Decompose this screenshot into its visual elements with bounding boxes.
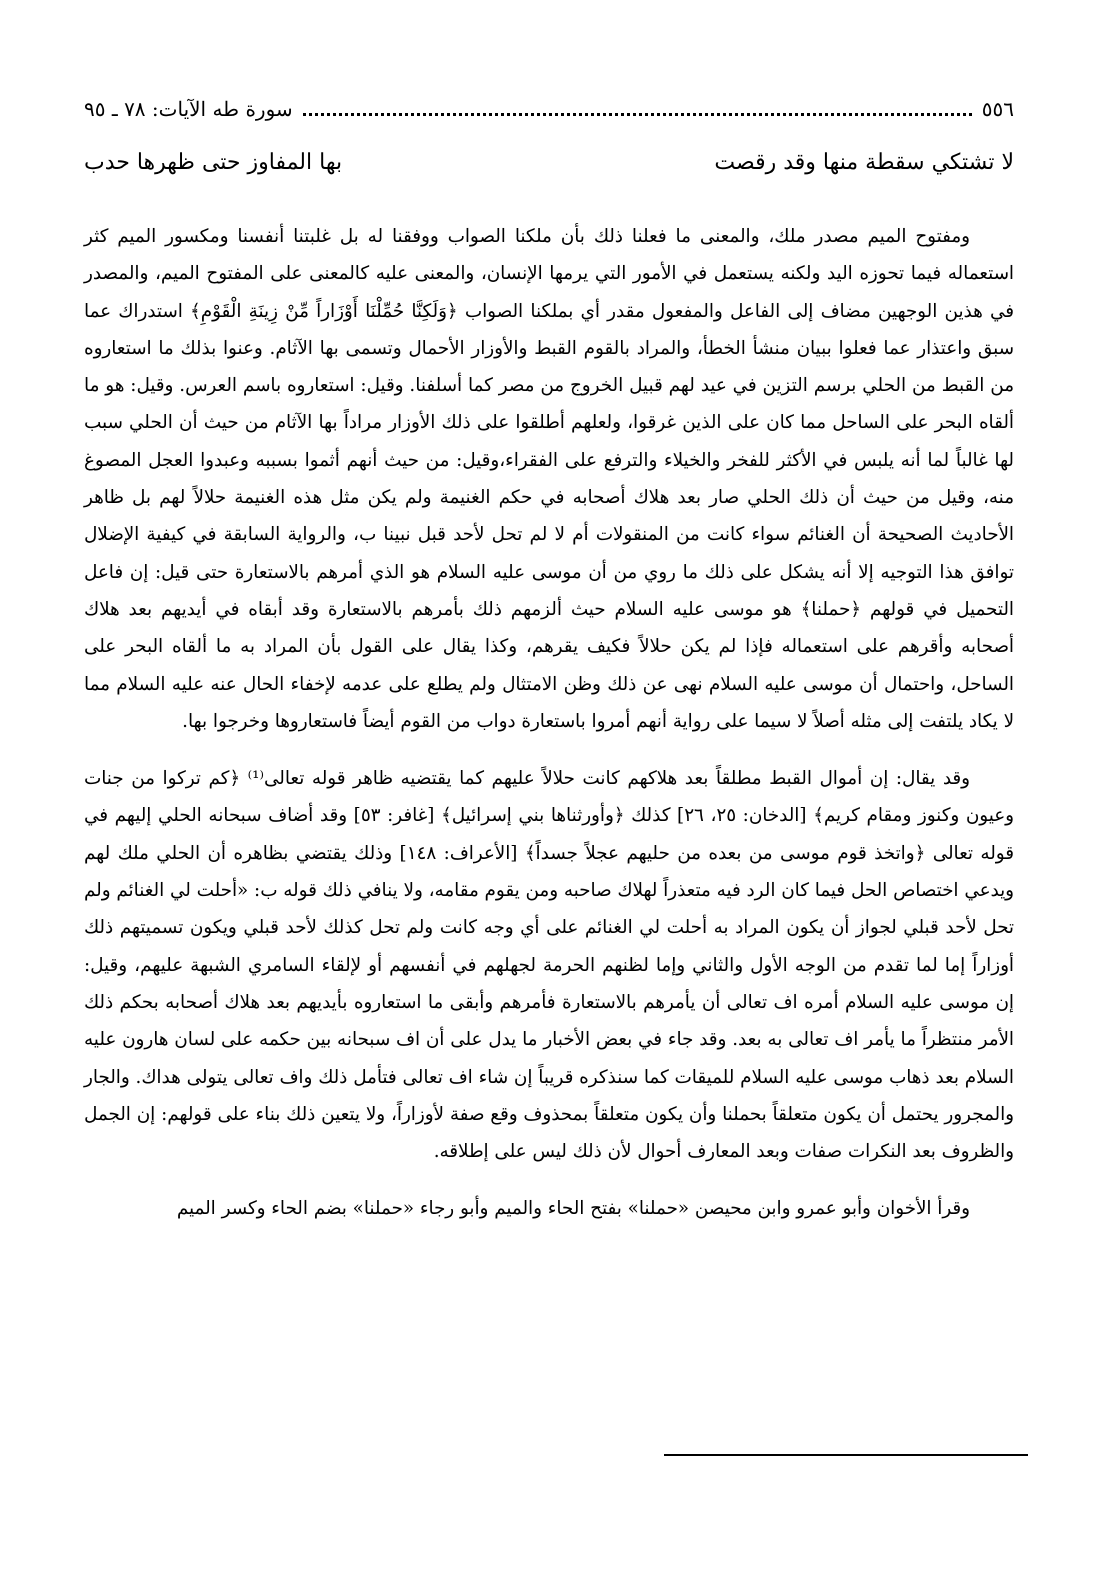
header-leader-dots [303,113,972,116]
poetry-verse [84,150,1014,190]
running-header [84,92,1014,126]
footnote-separator [664,1454,1028,1456]
sura-title: سورة طه الآيات: ٧٨ ـ ٩٥ [84,97,293,121]
paragraph-3: وقرأ الأخوان وأبو عمرو وابن محيصن «حملنا» بفتح الحاء والميم وأبو رجاء «حملنا» بضم الحاء وكسر الميم [176,1198,970,1220]
paragraph-2: وقد يقال: إن أموال القبط مطلقاً بعد هلاكهم كانت حلالاً عليهم كما يقتضيه ظاهر قوله تعالى⁽¹⁾ ﴿كم تركوا من جنات وعيون وكنوز ومقام كريم﴾ [الدخان: ٢٥، ٢٦] كذلك ﴿وأورثناها بني إسرائيل﴾ [غافر: ٥٣] وقد أضاف سبحانه الحلي إليهم في قوله تعالى ﴿واتخذ قوم موسى من بعده من حليهم عجلاً جسداً﴾ [الأعراف: ١٤٨] وذلك يقتضي بظاهره أن الحلي ملك لهم ويدعي اختصاص الحل فيما كان الرد فيه متعذراً لهلاك صاحبه ومن يقوم مقامه، ولا ينافي ذلك قوله ب: «أحلت لي الغنائم ولم تحل لأحد قبلي لجواز أن يكون المراد به أحلت لي الغنائم على أي وجه كانت ولم تحل كذلك لأحد قبلي ويكون تسميتهم ذلك أوزاراً إما لما تقدم من الوجه الأول والثاني وإما لظنهم الحرمة لجهلهم في أنفسهم أو لإلقاء السامري الشبهة عليهم، وقيل: إن موسى عليه السلام أمره اف تعالى أن يأمرهم بالاستعارة فأمرهم وأبقى ما استعاروه بأيديهم بعد هلاك أصحابه بحكم ذلك الأمر منتظراً ما يأمر اف تعالى به بعد. وقد جاء في بعض الأخبار ما يدل على أن اف سبحانه بين حكمه على لسان هارون عليه السلام بعد ذهاب موسى عليه السلام للميقات كما سنذكره قريباً إن شاء اف تعالى فتأمل ذلك واف تعالى يتولى هداك. والجار والمجرور يحتمل أن يكون متعلقاً بحملنا وأن يكون متعلقاً بمحذوف وقع صفة لأوزاراً، ولا يتعين ذلك بناء على قولهم: إن الجمل والظروف بعد النكرات صفات وبعد المعارف أحوال لأن ذلك ليس على إطلاقه. [84,768,1014,1163]
body-text [84,218,1014,1228]
verse-left-hemistich: بها المفاوز حتى ظهرها حدب [84,150,343,175]
paragraph-1: ومفتوح الميم مصدر ملك، والمعنى ما فعلنا ذلك بأن ملكنا الصواب ووفقنا له بل غلبتنا أنفسنا ومكسور الميم كثر استعماله فيما تحوزه اليد ولكنه يستعمل في الأمور التي يرمها الإنسان، والمعنى عليه كالمعنى على المفتوح الميم، والمصدر في هذين الوجهين مضاف إلى الفاعل والمفعول مقدر أي بملكنا الصواب ﴿وَلَكِنَّا حُمِّلْنَا أَوْزَاراً مِّنْ زِينَةِ الْقَوْمِ﴾ استدراك عما سبق واعتذار عما فعلوا ببيان منشأ الخطأ، والمراد بالقوم القبط والأوزار الأحمال وتسمى بها الآثام. وعنوا بذلك ما استعاروه من القبط من الحلي برسم التزين في عيد لهم قبيل الخروج من مصر كما أسلفنا. وقيل: استعاروه باسم العرس. وقيل: هو ما ألقاه البحر على الساحل مما كان على الذين غرقوا، ولعلهم أطلقوا على ذلك الأوزار مراداً بها الآثام من حيث أن الحلي سبب لها غالباً لما أنه يلبس في الأكثر للفخر والخيلاء والترفع على الفقراء،وقيل: من حيث أنهم أثموا بسببه وعبدوا العجل المصوغ منه، وقيل من حيث أن ذلك الحلي صار بعد هلاك أصحابه في حكم الغنيمة ولم يكن مثل هذه الغنيمة حلالاً لهم بل ظاهر الأحاديث الصحيحة أن الغنائم سواء كانت من المنقولات أم لا لم تحل لأحد قبل نبينا ب، والرواية السابقة في كيفية الإضلال توافق هذا التوجيه إلا أنه يشكل على ذلك ما روي من أن موسى عليه السلام هو الذي أمرهم بالاستعارة حتى قيل: إن فاعل التحميل في قولهم ﴿حملنا﴾ هو موسى عليه السلام حيث ألزمهم ذلك بأمرهم بالاستعارة وقد أبقاه في أيديهم بعد هلاك أصحابه وأقرهم على استعماله فإذا لم يكن حلالاً فكيف يقرهم، وكذا يقال على القول بأن المراد به ما ألقاه البحر على الساحل، واحتمال أن موسى عليه السلام نهى عن ذلك وظن الامتثال ولم يطلع على عدمه لإخفاء الحال عنه عليه السلام مما لا يكاد يلتفت إلى مثله أصلاً لا سيما على رواية أنهم أمروا باستعارة دواب من القوم أيضاً فاستعاروها وخرجوا بها. [84,226,1014,732]
verse-right-hemistich: لا تشتكي سقطة منها وقد رقصت [714,150,1014,175]
page-number: ٥٥٦ [981,97,1014,121]
